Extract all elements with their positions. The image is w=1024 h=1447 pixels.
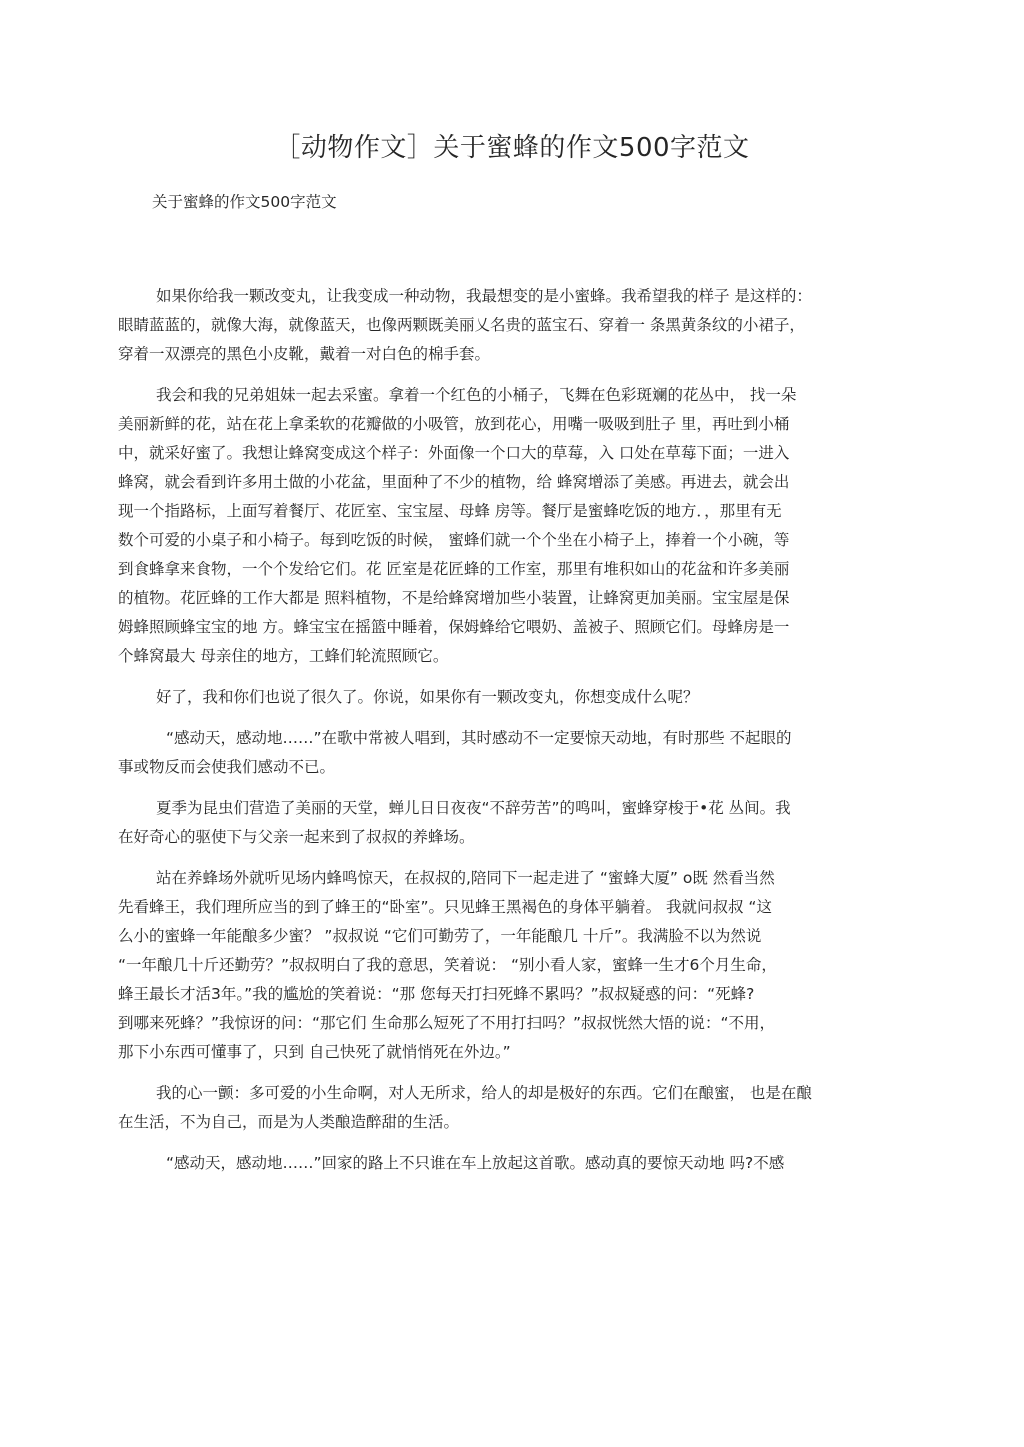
text-line: 美丽新鲜的花，站在花上拿柔软的花瓣做的小吸管，放到花心，用嘴一吸吸到肚子 里，再吐到小桶 bbox=[118, 415, 790, 433]
text-line: 先看蜂王，我们理所应当的到了蜂王的“卧室”。只见蜂王黑褐色的身体平躺着。 我就问叔叔 “这 bbox=[118, 898, 772, 916]
text-line: 蜂王最长才活3年。”我的尴尬的笑着说：“那 您每天打扫死蜂不累吗？”叔叔疑惑的问：“死蜂? bbox=[118, 985, 755, 1003]
text-line: 在好奇心的驱使下与父亲一起来到了叔叔的养蜂场。 bbox=[118, 828, 475, 846]
text-line: 在生活，不为自己，而是为人类酿造醉甜的生活。 bbox=[118, 1113, 460, 1131]
paragraph bbox=[118, 1149, 918, 1178]
text-line: 个蜂窝最大 母亲住的地方，工蜂们轮流照顾它。 bbox=[118, 647, 449, 665]
text-line: 站在养蜂场外就听见场内蜂鸣惊天，在叔叔的,陪同下一起走进了 “蜜蜂大厦” o既 然看当然 bbox=[156, 869, 775, 887]
text-line: “一年酿几十斤还勤劳？”叔叔明白了我的意思，笑着说： “别小看人家，蜜蜂一生才6个月生命， bbox=[118, 956, 777, 974]
paragraph bbox=[118, 381, 918, 671]
text-line: 事或物反而会使我们感动不已。 bbox=[118, 758, 336, 776]
text-line: 穿着一双漂亮的黑色小皮靴，戴着一对白色的棉手套。 bbox=[118, 345, 491, 363]
text-line: 现一个指路标，上面写着餐厅、花匠室、宝宝屋、母蜂 房等。餐厅是蜜蜂吃饭的地方．，那里有无 bbox=[118, 502, 782, 520]
text-line: 眼睛蓝蓝的，就像大海，就像蓝天，也像两颗既美丽乂名贵的蓝宝石、穿着一 条黑黄条纹的小裙子， bbox=[118, 316, 805, 334]
paragraph bbox=[118, 282, 918, 369]
text-line: 到哪来死蜂？”我惊讶的问：“那它们 生命那么短死了不用打扫吗？”叔叔恍然大悟的说：“不用， bbox=[118, 1014, 776, 1032]
paragraph bbox=[118, 683, 918, 712]
paragraph bbox=[118, 1079, 918, 1137]
text-line: 数个可爱的小桌子和小椅子。每到吃饭的时候， 蜜蜂们就一个个坐在小椅子上，捧着一个小碗，等 bbox=[118, 531, 790, 549]
text-line: 么小的蜜蜂一年能酿多少蜜？ ”叔叔说 “它们可勤劳了，一年能酿几 十斤”。我满脸不以为然说 bbox=[118, 927, 762, 945]
text-line: 蜂窝，就会看到许多用土做的小花盆，里面种了不少的植物，给 蜂窝增添了美感。再进去，就会出 bbox=[118, 473, 790, 491]
text-line: 到食蜂拿来食物，一个个发给它们。花 匠室是花匠蜂的工作室，那里有堆积如山的花盆和许多美丽 bbox=[118, 560, 790, 578]
document-body bbox=[118, 282, 918, 1190]
text-line: 如果你给我一颗改变丸，让我变成一种动物，我最想变的是小蜜蜂。我希望我的样子 是这样的： bbox=[156, 287, 812, 305]
text-line: 姆蜂照顾蜂宝宝的地 方。蜂宝宝在摇篮中睡着，保姆蜂给它喂奶、盖被子、照顾它们。母蜂房是一 bbox=[118, 618, 790, 636]
text-line: “感动天，感动地……”在歌中常被人唱到，其时感动不一定要惊天动地，有时那些 不起眼的 bbox=[166, 729, 792, 747]
text-line: 我的心一颤：多可爱的小生命啊，对人无所求，给人的却是极好的东西。它们在酿蜜， 也是在酿 bbox=[156, 1084, 812, 1102]
text-line: 那下小东西可懂事了，只到 自己快死了就悄悄死在外边。” bbox=[118, 1043, 511, 1061]
paragraph bbox=[118, 794, 918, 852]
text-line: 的植物。花匠蜂的工作大都是 照料植物，不是给蜂窝增加些小装置，让蜂窝更加美丽。宝宝屋是保 bbox=[118, 589, 790, 607]
text-line: 好了，我和你们也说了很久了。你说，如果你有一颗改变丸，你想变成什么呢？ bbox=[156, 688, 699, 706]
document-subtitle: 关于蜜蜂的作文500字范文 bbox=[152, 193, 337, 211]
text-line: 我会和我的兄弟姐妹一起去采蜜。拿着一个红色的小桶子，飞舞在色彩斑斓的花丛中， 找一朵 bbox=[156, 386, 797, 404]
paragraph bbox=[118, 864, 918, 1067]
text-line: “感动天，感动地……”回家的路上不只谁在车上放起这首歌。感动真的要惊天动地 吗?不感 bbox=[166, 1154, 785, 1172]
paragraph bbox=[118, 724, 918, 782]
text-line: 中，就采好蜜了。我想让蜂窝变成这个样子：外面像一个口大的草莓，入 口处在草莓下面；一进入 bbox=[118, 444, 790, 462]
text-line: 夏季为昆虫们营造了美丽的天堂，蝉儿日日夜夜“不辞劳苦”的鸣叫，蜜蜂穿梭于•花 丛间。我 bbox=[156, 799, 791, 817]
document-title: ［动物作文］关于蜜蜂的作文500字范文 bbox=[274, 133, 750, 163]
